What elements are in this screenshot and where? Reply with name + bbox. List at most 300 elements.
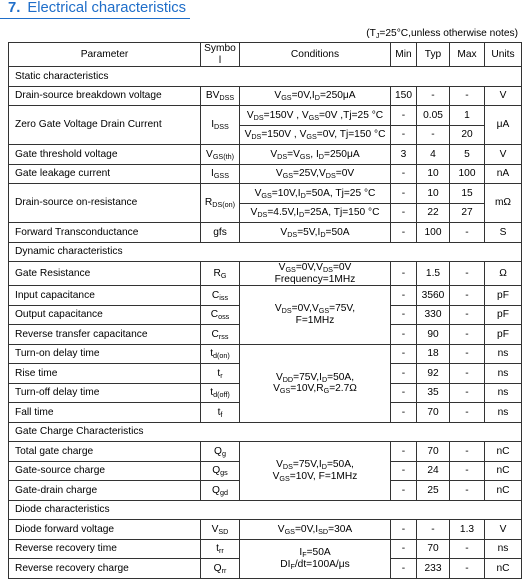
section-title: Gate Charge Characteristics [9,422,522,442]
max-value: 20 [450,125,485,145]
text-segment: Frequency=1MHz [274,273,356,285]
table-row [9,442,522,462]
subscript-text: J [375,31,380,40]
section-number: 7. [8,0,21,16]
text-segment: =250μA [319,90,356,101]
units-value: V [485,86,522,106]
text-segment: I [211,119,215,131]
text-segment: =0V,V [295,262,323,273]
subscript-text: DS [251,132,262,141]
parameter-name: Gate threshold voltage [9,145,201,165]
text-segment: V [276,459,283,471]
units-value: ns [485,344,522,364]
text-segment: =75V, [329,303,356,315]
min-value: - [391,481,417,501]
parameter-name: Forward Transconductance [9,223,201,243]
text-segment: gfs [213,226,227,238]
min-value: - [391,223,417,243]
subscript-text: DS [322,265,333,274]
column-header-conditions: Conditions [240,43,391,67]
symbol-cell [201,403,240,423]
subscript-text: DD [282,374,294,384]
units-value: nC [485,559,522,579]
section-row [9,67,522,87]
text-segment: V [206,148,213,160]
text-segment: V [250,207,258,218]
column-header-min: Min [391,43,417,67]
units-value: V [485,520,522,540]
units-value: pF [485,325,522,345]
max-value: - [450,442,485,462]
text-segment: V [272,470,280,482]
table-body [9,67,522,579]
conditions-cell [240,164,391,184]
subscript-text: iss [219,292,229,302]
min-value: 3 [391,145,417,165]
parameter-name: Reverse transfer capacitance [9,325,201,345]
electrical-characteristics-table [8,42,522,579]
text-segment: =0V [335,168,355,179]
text-segment: V [274,303,282,315]
symbol-cell [201,325,240,345]
min-value: - [391,383,417,403]
typ-value: 70 [417,539,450,559]
text-segment: =0V ,Tj=25 °C [319,109,384,121]
text-segment: R [204,197,213,209]
text-segment: =75V,I [293,371,322,383]
condition-line [242,315,388,327]
subscript-text: rr [221,565,227,575]
symbol-cell [201,539,240,559]
max-value: - [450,461,485,481]
text-segment: =10V,R [290,383,324,394]
subscript-text: r [220,370,223,380]
parameter-name: Drain-source on-resistance [9,184,201,223]
min-value: - [391,559,417,579]
text-segment: =0V, Tj=150 °C [316,129,386,140]
max-value: - [450,86,485,106]
text-segment: =4.5V,I [267,207,299,218]
text-segment: C [211,328,219,340]
units-value: S [485,223,522,243]
min-value: - [391,125,417,145]
text-segment: =50A, Tj=25 °C [305,187,376,199]
parameter-name: Reverse recovery time [9,539,201,559]
text-segment: V [270,148,278,160]
max-value: 1.3 [450,520,485,540]
min-value: - [391,164,417,184]
symbol-cell [201,223,240,243]
text-segment: Q [212,465,221,476]
min-value: - [391,106,417,126]
units-value: Ω [485,262,522,286]
parameter-name: Input capacitance [9,286,201,306]
symbol-cell [201,520,240,540]
table-row [9,223,522,243]
min-value: - [391,203,417,223]
text-segment: I [299,547,303,558]
units-value: nA [485,164,522,184]
typ-value: 1.5 [417,262,450,286]
subscript-text: D [320,229,326,239]
section-row [9,242,522,262]
subscript-text: D [314,93,320,102]
subscript-text: DSS [219,93,235,102]
condition-line [242,383,388,395]
min-value: 150 [391,86,417,106]
text-segment: V [246,109,254,121]
text-segment: , I [310,148,319,160]
section-row [9,500,522,520]
symbol-cell [201,184,240,223]
subscript-text: SD [318,526,329,536]
subscript-text: G [323,386,330,395]
max-value: - [450,481,485,501]
subscript-text: DSS [214,122,229,132]
table-row [9,520,522,540]
max-value: - [450,364,485,384]
typ-value: 0.05 [417,106,450,126]
subscript-text: GSS [213,171,230,180]
typ-value: 25 [417,481,450,501]
column-header-symbol [201,43,240,67]
header-row [9,43,522,67]
subscript-text: SD [218,526,229,536]
min-value: - [391,184,417,204]
max-value: - [450,539,485,559]
text-segment: R [213,267,221,279]
text-segment: I [210,168,214,179]
typ-value: - [417,520,450,540]
min-value: - [391,403,417,423]
parameter-name: Output capacitance [9,305,201,325]
text-segment: =10V, F=1MHz [289,470,358,482]
max-value: - [450,403,485,423]
symbol-cell [201,262,240,286]
text-segment: V [254,187,262,199]
subscript-text: gd [219,487,228,497]
table-row [9,539,522,559]
max-value: - [450,286,485,306]
subscript-text: GS [308,112,320,122]
typ-value: 70 [417,403,450,423]
text-segment: =250μA [324,148,360,160]
max-value: - [450,344,485,364]
table-row [9,344,522,364]
subscript-text: DS [253,112,264,122]
text-segment: Q [214,445,222,457]
text-segment: C [211,289,220,301]
condition-line [242,188,388,200]
symbol-cell [201,559,240,579]
min-value: - [391,461,417,481]
section-title-text: Electrical characteristics [27,0,187,16]
section-title: Dynamic characteristics [9,242,522,262]
parameter-name: Gate leakage current [9,164,201,184]
symbol-cell [201,305,240,325]
subscript-text: DS [257,210,268,219]
text-segment: (T [366,28,376,39]
subscript-text: GS [299,151,311,161]
table-row [9,145,522,165]
subscript-text: G [220,270,227,280]
text-segment: V [280,226,288,238]
parameter-name: Total gate charge [9,442,201,462]
condition-line [242,372,388,384]
text-segment: =10V,I [271,187,301,199]
text-segment: =150V , V [261,129,307,140]
text-segment: =25A, Tj=150 °C [304,207,380,218]
text-segment: DI [280,558,291,570]
column-header-symbol-line: Symbo [204,43,236,54]
parameter-name: Zero Gate Voltage Drain Current [9,106,201,145]
typ-value: 100 [417,223,450,243]
text-segment: BV [205,90,220,101]
max-value: - [450,223,485,243]
typ-value: 10 [417,164,450,184]
condition-line [242,262,388,274]
min-value: - [391,305,417,325]
symbol-cell [201,344,240,364]
subscript-text: GS [279,473,290,483]
text-segment: =50A [325,226,350,238]
typ-value: 10 [417,184,450,204]
min-value: - [391,364,417,384]
conditions-cell [240,125,391,145]
typ-value: 18 [417,344,450,364]
text-segment: =150V , V [263,109,309,121]
min-value: - [391,344,417,364]
condition-line [242,559,388,571]
condition-line [242,274,388,286]
symbol-cell [201,164,240,184]
conditions-cell [240,145,391,165]
subscript-text: oss [218,312,230,321]
text-segment: =30A [328,523,353,535]
typ-value: 35 [417,383,450,403]
table-row [9,164,522,184]
units-value: ns [485,539,522,559]
text-segment: Q [212,484,220,496]
symbol-cell [201,461,240,481]
symbol-cell [201,106,240,145]
subscript-text: D [321,374,328,384]
text-segment: t [217,367,221,379]
symbol-cell [201,364,240,384]
typ-value: 24 [417,461,450,481]
typ-value: 3560 [417,286,450,306]
min-value: - [391,442,417,462]
subscript-text: d(on) [213,351,230,360]
subscript-text: DS [325,171,336,180]
parameter-name: Drain-source breakdown voltage [9,86,201,106]
parameter-name: Gate-source charge [9,461,201,481]
min-value: - [391,520,417,540]
text-segment: t [217,406,221,418]
condition-line [242,110,388,122]
min-value: - [391,262,417,286]
subscript-text: GS [306,132,317,141]
text-segment: =0V [332,262,352,273]
units-value: ns [485,403,522,423]
conditions-cell [240,344,391,422]
typ-value: 92 [417,364,450,384]
conditions-cell [240,106,391,126]
max-value: 5 [450,145,485,165]
table-row [9,262,522,286]
text-segment: V [275,371,283,383]
subscript-text: d(off) [213,390,230,399]
condition-line [242,524,388,536]
text-segment: =50A [306,547,331,558]
subscript-text: DS [281,306,292,316]
subscript-text: rr [219,546,224,555]
typ-value: 233 [417,559,450,579]
max-value: - [450,325,485,345]
conditions-cell [240,203,391,223]
units-value: nC [485,481,522,501]
units-value: nC [485,461,522,481]
subscript-text: GS [285,265,296,274]
text-segment: V [273,383,280,394]
typ-value: 4 [417,145,450,165]
conditions-cell [240,86,391,106]
text-segment: V [275,168,283,179]
subscript-text: D [300,190,306,200]
section-row [9,422,522,442]
subscript-text: f [220,409,223,419]
text-segment: t [216,543,220,554]
subscript-text: gs [220,468,228,477]
condition-line [242,227,388,239]
subscript-text: rss [218,331,229,341]
conditions-cell [240,262,391,286]
min-value: - [391,286,417,306]
subscript-text: GS [318,306,330,316]
subscript-text: F [290,561,295,571]
text-segment: V [278,262,286,273]
units-value: pF [485,305,522,325]
parameter-name: Turn-off delay time [9,383,201,403]
column-header-parameter: Parameter [9,43,201,67]
column-header-symbol-line: l [218,54,222,66]
text-segment: =V [287,148,300,160]
text-segment: =25V,V [293,168,326,179]
units-value: μA [485,106,522,145]
text-segment: V [211,523,219,535]
symbol-cell [201,286,240,306]
text-segment: =0V,I [294,523,319,535]
section-heading [0,0,190,19]
column-header-typ: Typ [417,43,450,67]
conditions-cell [240,539,391,578]
text-segment: /dt=100A/μs [294,558,350,570]
max-value: 27 [450,203,485,223]
subscript-text: g [221,448,226,458]
conditions-cell [240,286,391,345]
symbol-cell [201,442,240,462]
typ-value: 22 [417,203,450,223]
max-value: 1 [450,106,485,126]
condition-line [242,471,388,483]
subscript-text: GS [282,171,293,180]
condition-line [242,90,388,102]
text-segment: t [210,348,214,359]
text-segment: F=1MHz [295,314,335,326]
units-value: pF [485,286,522,306]
condition-line [242,129,388,141]
subscript-text: D [298,210,305,219]
text-segment: V [277,523,285,535]
text-segment: =5V,I [297,226,321,238]
parameter-name: Diode forward voltage [9,520,201,540]
units-value: ns [485,364,522,384]
subscript-text: GS [261,190,272,200]
min-value: - [391,325,417,345]
parameter-name: Gate Resistance [9,262,201,286]
units-value: V [485,145,522,165]
text-segment: =75V,I [292,459,322,471]
typ-value: 70 [417,442,450,462]
subscript-text: GS [279,386,291,395]
max-value: - [450,559,485,579]
text-segment: =0V,I [291,90,315,101]
parameter-name: Gate-drain charge [9,481,201,501]
parameter-name: Reverse recovery charge [9,559,201,579]
typ-value: 330 [417,305,450,325]
condition-line [242,547,388,559]
max-value: 100 [450,164,485,184]
condition-line [242,459,388,471]
subscript-text: F [302,550,307,559]
text-segment: =50A, [327,371,355,383]
typ-value: - [417,86,450,106]
table-row [9,106,522,126]
parameter-name: Rise time [9,364,201,384]
table-row [9,184,522,204]
subscript-text: DS [282,462,293,472]
parameter-name: Fall time [9,403,201,423]
max-value: - [450,305,485,325]
conditions-cell [240,442,391,501]
symbol-cell [201,383,240,403]
min-value: - [391,539,417,559]
subscript-text: DS(on) [212,200,236,210]
subscript-text: DS [277,151,288,161]
max-value: 15 [450,184,485,204]
condition-line [242,149,388,161]
units-value: nC [485,442,522,462]
table-row [9,86,522,106]
units-value: mΩ [485,184,522,223]
subscript-text: GS [284,526,295,536]
typ-value: - [417,125,450,145]
text-segment: V [244,129,252,140]
subscript-text: DS [287,229,298,239]
conditions-cell [240,223,391,243]
symbol-cell [201,145,240,165]
column-header-units: Units [485,43,522,67]
text-segment: V [274,90,282,101]
symbol-cell [201,481,240,501]
subscript-text: D [321,462,327,472]
table-row [9,286,522,306]
condition-line [242,303,388,315]
condition-line [242,168,388,180]
section-title: Diode characteristics [9,500,522,520]
text-segment: t [210,387,214,398]
symbol-cell [201,86,240,106]
